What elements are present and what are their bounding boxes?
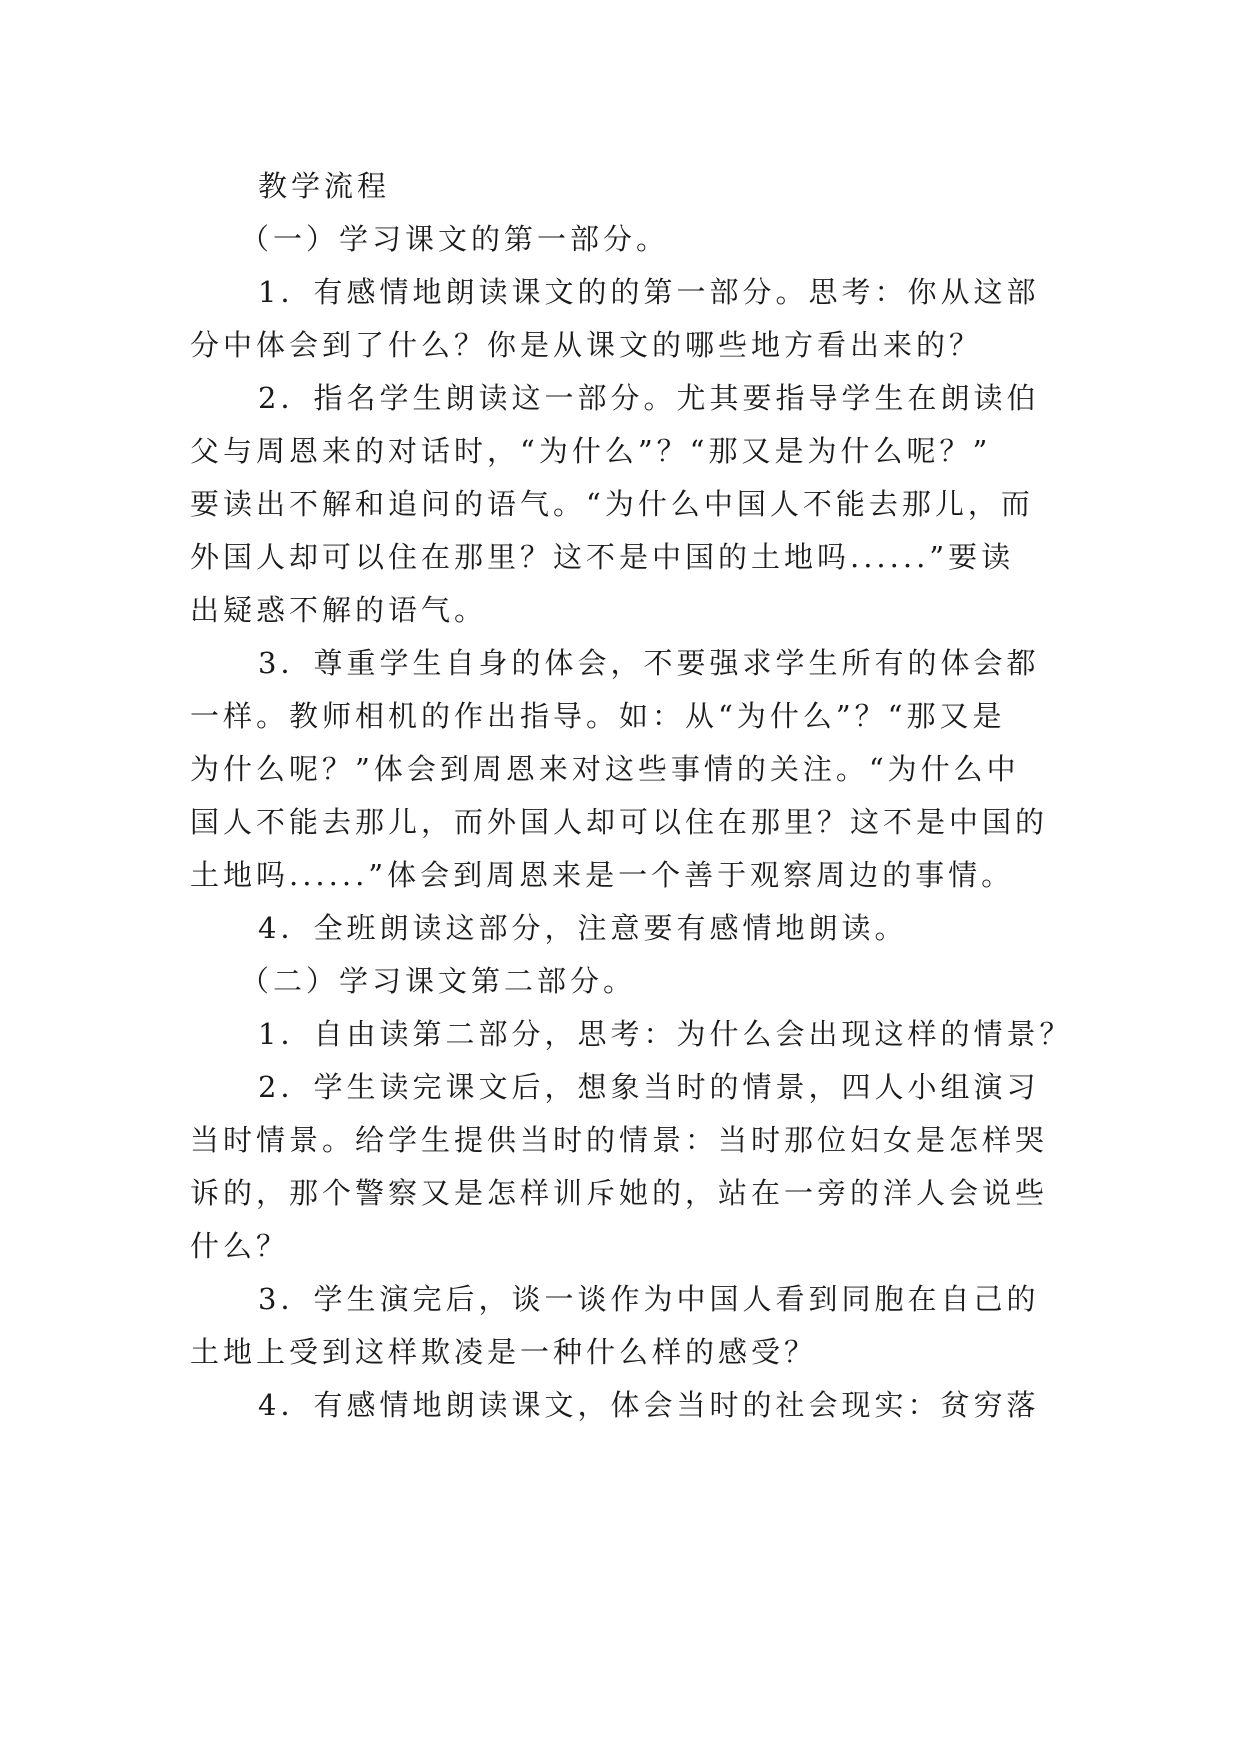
paragraph-line: 1．有感情地朗读课文的的第一部分。思考：你从这部 bbox=[258, 275, 1040, 309]
paragraph-line: 3．尊重学生自身的体会，不要强求学生所有的体会都 bbox=[258, 646, 1040, 680]
paragraph-line: 一样。教师相机的作出指导。如：从“为什么”？“那又是 bbox=[190, 699, 1006, 733]
section-two-heading: （二）学习课文第二部分。 bbox=[240, 964, 637, 998]
paragraph-line: 3．学生演完后，谈一谈作为中国人看到同胞在自己的 bbox=[258, 1282, 1040, 1316]
section-one-heading: （一）学习课文的第一部分。 bbox=[240, 222, 670, 256]
paragraph-line: 4．有感情地朗读课文，体会当时的社会现实：贫穷落 bbox=[258, 1388, 1040, 1422]
paragraph-line: 外国人却可以住在那里？这不是中国的土地吗......”要读 bbox=[190, 540, 1015, 574]
paragraph-line: 2．学生读完课文后，想象当时的情景，四人小组演习 bbox=[258, 1070, 1040, 1104]
paragraph-line: 土地吗......”体会到周恩来是一个善于观察周边的事情。 bbox=[190, 858, 1015, 892]
paragraph-line: 土地上受到这样欺凌是一种什么样的感受？ bbox=[190, 1335, 818, 1369]
paragraph-line: 1．自由读第二部分，思考：为什么会出现这样的情景？ bbox=[258, 1017, 1073, 1051]
paragraph-line: 国人不能去那儿，而外国人却可以住在那里？这不是中国的 bbox=[190, 805, 1049, 839]
paragraph-line: 分中体会到了什么？你是从课文的哪些地方看出来的？ bbox=[190, 328, 983, 362]
paragraph-line: 什么？ bbox=[190, 1229, 290, 1263]
heading-teaching-process: 教学流程 bbox=[258, 169, 391, 203]
paragraph-line: 要读出不解和追问的语气。“为什么中国人不能去那儿，而 bbox=[190, 487, 1034, 521]
paragraph-line: 当时情景。给学生提供当时的情景：当时那位妇女是怎样哭 bbox=[190, 1123, 1049, 1157]
paragraph-line: 诉的，那个警察又是怎样训斥她的，站在一旁的洋人会说些 bbox=[190, 1176, 1049, 1210]
paragraph-line: 为什么呢？”体会到周恩来对这些事情的关注。“为什么中 bbox=[190, 752, 1020, 786]
paragraph-line: 父与周恩来的对话时，“为什么”？“那又是为什么呢？” bbox=[190, 434, 992, 468]
paragraph-line: 出疑惑不解的语气。 bbox=[190, 593, 488, 627]
paragraph-line: 2．指名学生朗读这一部分。尤其要指导学生在朗读伯 bbox=[258, 381, 1040, 415]
paragraph-line: 4．全班朗读这部分，注意要有感情地朗读。 bbox=[258, 911, 908, 945]
